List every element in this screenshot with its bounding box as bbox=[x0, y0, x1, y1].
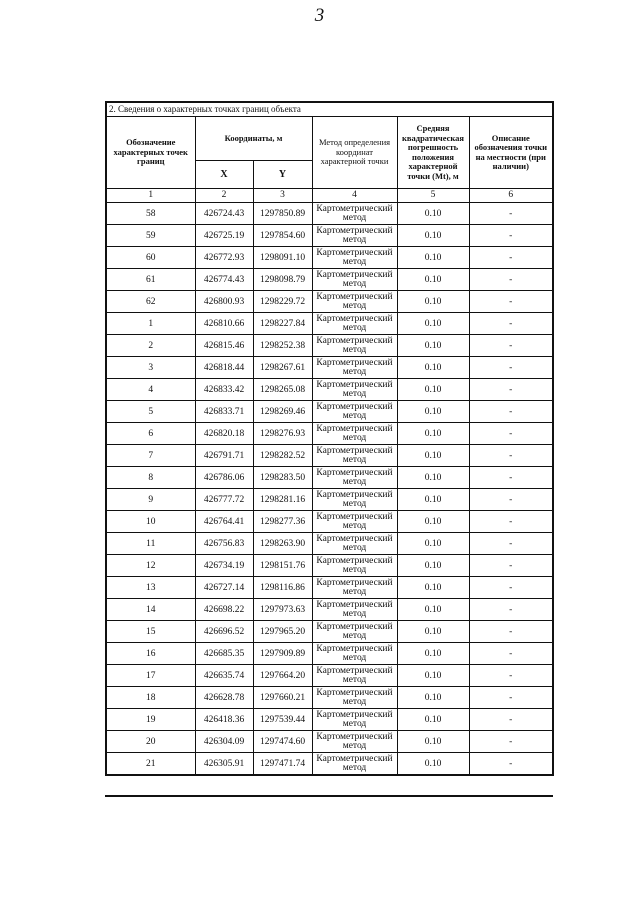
points-table bbox=[105, 101, 554, 776]
header-designation: Обозначение характерных точек границ bbox=[106, 117, 195, 189]
cell-error: 0.10 bbox=[397, 533, 469, 555]
cell-y: 1297471.74 bbox=[253, 753, 312, 776]
cell-x: 426786.06 bbox=[195, 467, 253, 489]
cell-x: 426628.78 bbox=[195, 687, 253, 709]
cell-point: 18 bbox=[106, 687, 195, 709]
cell-description: - bbox=[469, 577, 553, 599]
table-row bbox=[106, 445, 553, 467]
cell-method: Картометрический метод bbox=[312, 709, 397, 731]
cell-x: 426418.36 bbox=[195, 709, 253, 731]
cell-error: 0.10 bbox=[397, 555, 469, 577]
cell-method: Картометрический метод bbox=[312, 313, 397, 335]
cell-description: - bbox=[469, 401, 553, 423]
cell-y: 1297474.60 bbox=[253, 731, 312, 753]
cell-point: 6 bbox=[106, 423, 195, 445]
cell-y: 1297965.20 bbox=[253, 621, 312, 643]
cell-description: - bbox=[469, 291, 553, 313]
page-number: 3 bbox=[314, 5, 325, 26]
cell-y: 1298252.38 bbox=[253, 335, 312, 357]
cell-x: 426764.41 bbox=[195, 511, 253, 533]
cell-error: 0.10 bbox=[397, 709, 469, 731]
cell-method: Картометрический метод bbox=[312, 621, 397, 643]
cell-method: Картометрический метод bbox=[312, 665, 397, 687]
table-row bbox=[106, 313, 553, 335]
table-row bbox=[106, 621, 553, 643]
cell-error: 0.10 bbox=[397, 423, 469, 445]
cell-y: 1297973.63 bbox=[253, 599, 312, 621]
cell-method: Картометрический метод bbox=[312, 225, 397, 247]
section-title: 2. Сведения о характерных точках границ объекта bbox=[106, 102, 553, 117]
cell-error: 0.10 bbox=[397, 687, 469, 709]
table-row bbox=[106, 269, 553, 291]
cell-error: 0.10 bbox=[397, 467, 469, 489]
cell-error: 0.10 bbox=[397, 489, 469, 511]
header-coordinates: Координаты, м bbox=[195, 117, 312, 161]
cell-point: 19 bbox=[106, 709, 195, 731]
cell-point: 8 bbox=[106, 467, 195, 489]
cell-x: 426810.66 bbox=[195, 313, 253, 335]
cell-point: 62 bbox=[106, 291, 195, 313]
column-number: 5 bbox=[397, 189, 469, 203]
table-row bbox=[106, 357, 553, 379]
cell-description: - bbox=[469, 247, 553, 269]
cell-point: 4 bbox=[106, 379, 195, 401]
cell-y: 1297854.60 bbox=[253, 225, 312, 247]
cell-description: - bbox=[469, 643, 553, 665]
column-numbers-row bbox=[106, 189, 553, 203]
cell-error: 0.10 bbox=[397, 643, 469, 665]
cell-description: - bbox=[469, 665, 553, 687]
cell-method: Картометрический метод bbox=[312, 423, 397, 445]
bottom-rule bbox=[105, 795, 553, 797]
cell-error: 0.10 bbox=[397, 247, 469, 269]
cell-description: - bbox=[469, 753, 553, 776]
header-description: Описание обозначения точки на местности (при наличии) bbox=[469, 117, 553, 189]
cell-x: 426304.09 bbox=[195, 731, 253, 753]
cell-y: 1297664.20 bbox=[253, 665, 312, 687]
cell-description: - bbox=[469, 379, 553, 401]
cell-error: 0.10 bbox=[397, 753, 469, 776]
cell-y: 1298265.08 bbox=[253, 379, 312, 401]
cell-method: Картометрический метод bbox=[312, 577, 397, 599]
cell-x: 426777.72 bbox=[195, 489, 253, 511]
cell-point: 60 bbox=[106, 247, 195, 269]
cell-method: Картометрический метод bbox=[312, 489, 397, 511]
cell-point: 61 bbox=[106, 269, 195, 291]
cell-x: 426756.83 bbox=[195, 533, 253, 555]
cell-method: Картометрический метод bbox=[312, 555, 397, 577]
table-row bbox=[106, 577, 553, 599]
table-row bbox=[106, 687, 553, 709]
cell-description: - bbox=[469, 203, 553, 225]
cell-point: 58 bbox=[106, 203, 195, 225]
cell-error: 0.10 bbox=[397, 203, 469, 225]
cell-description: - bbox=[469, 731, 553, 753]
cell-y: 1298227.84 bbox=[253, 313, 312, 335]
cell-x: 426791.71 bbox=[195, 445, 253, 467]
table-row bbox=[106, 643, 553, 665]
cell-description: - bbox=[469, 555, 553, 577]
cell-x: 426724.43 bbox=[195, 203, 253, 225]
table-row bbox=[106, 709, 553, 731]
cell-x: 426727.14 bbox=[195, 577, 253, 599]
cell-method: Картометрический метод bbox=[312, 379, 397, 401]
cell-description: - bbox=[469, 357, 553, 379]
cell-point: 10 bbox=[106, 511, 195, 533]
cell-x: 426698.22 bbox=[195, 599, 253, 621]
cell-description: - bbox=[469, 313, 553, 335]
cell-error: 0.10 bbox=[397, 357, 469, 379]
column-number: 6 bbox=[469, 189, 553, 203]
cell-point: 12 bbox=[106, 555, 195, 577]
cell-x: 426635.74 bbox=[195, 665, 253, 687]
table-row bbox=[106, 753, 553, 776]
table-row bbox=[106, 555, 553, 577]
cell-y: 1298116.86 bbox=[253, 577, 312, 599]
cell-description: - bbox=[469, 533, 553, 555]
cell-description: - bbox=[469, 467, 553, 489]
table-row bbox=[106, 665, 553, 687]
table-row bbox=[106, 599, 553, 621]
table-row bbox=[106, 291, 553, 313]
table-row bbox=[106, 489, 553, 511]
cell-method: Картометрический метод bbox=[312, 445, 397, 467]
column-number: 1 bbox=[106, 189, 195, 203]
cell-method: Картометрический метод bbox=[312, 291, 397, 313]
cell-error: 0.10 bbox=[397, 599, 469, 621]
cell-error: 0.10 bbox=[397, 731, 469, 753]
cell-method: Картометрический метод bbox=[312, 269, 397, 291]
cell-point: 11 bbox=[106, 533, 195, 555]
table-row bbox=[106, 511, 553, 533]
cell-error: 0.10 bbox=[397, 291, 469, 313]
cell-method: Картометрический метод bbox=[312, 357, 397, 379]
cell-point: 2 bbox=[106, 335, 195, 357]
cell-description: - bbox=[469, 269, 553, 291]
cell-x: 426800.93 bbox=[195, 291, 253, 313]
cell-y: 1298269.46 bbox=[253, 401, 312, 423]
cell-description: - bbox=[469, 511, 553, 533]
header-x: X bbox=[195, 161, 253, 189]
cell-description: - bbox=[469, 709, 553, 731]
cell-point: 7 bbox=[106, 445, 195, 467]
cell-error: 0.10 bbox=[397, 621, 469, 643]
cell-y: 1298151.76 bbox=[253, 555, 312, 577]
cell-method: Картометрический метод bbox=[312, 203, 397, 225]
cell-x: 426820.18 bbox=[195, 423, 253, 445]
cell-x: 426305.91 bbox=[195, 753, 253, 776]
cell-x: 426833.71 bbox=[195, 401, 253, 423]
cell-description: - bbox=[469, 423, 553, 445]
cell-y: 1298229.72 bbox=[253, 291, 312, 313]
cell-y: 1298281.16 bbox=[253, 489, 312, 511]
cell-description: - bbox=[469, 599, 553, 621]
cell-error: 0.10 bbox=[397, 313, 469, 335]
table-row bbox=[106, 423, 553, 445]
cell-y: 1297909.89 bbox=[253, 643, 312, 665]
cell-y: 1298277.36 bbox=[253, 511, 312, 533]
cell-point: 59 bbox=[106, 225, 195, 247]
cell-description: - bbox=[469, 225, 553, 247]
cell-error: 0.10 bbox=[397, 401, 469, 423]
cell-point: 20 bbox=[106, 731, 195, 753]
cell-x: 426725.19 bbox=[195, 225, 253, 247]
cell-method: Картометрический метод bbox=[312, 643, 397, 665]
cell-y: 1298091.10 bbox=[253, 247, 312, 269]
cell-y: 1297660.21 bbox=[253, 687, 312, 709]
table-row bbox=[106, 247, 553, 269]
cell-y: 1297539.44 bbox=[253, 709, 312, 731]
cell-y: 1298267.61 bbox=[253, 357, 312, 379]
cell-method: Картометрический метод bbox=[312, 247, 397, 269]
header-method: Метод определения координат характерной точки bbox=[312, 117, 397, 189]
column-number: 3 bbox=[253, 189, 312, 203]
cell-x: 426685.35 bbox=[195, 643, 253, 665]
header-error: Средняя квадратическая погрешность положения характерной точки (Mt), м bbox=[397, 117, 469, 189]
cell-point: 14 bbox=[106, 599, 195, 621]
cell-error: 0.10 bbox=[397, 269, 469, 291]
cell-description: - bbox=[469, 687, 553, 709]
header-y: Y bbox=[253, 161, 312, 189]
cell-point: 3 bbox=[106, 357, 195, 379]
cell-error: 0.10 bbox=[397, 577, 469, 599]
table-row bbox=[106, 225, 553, 247]
cell-description: - bbox=[469, 445, 553, 467]
cell-error: 0.10 bbox=[397, 511, 469, 533]
table-row bbox=[106, 731, 553, 753]
cell-error: 0.10 bbox=[397, 445, 469, 467]
cell-x: 426774.43 bbox=[195, 269, 253, 291]
cell-point: 21 bbox=[106, 753, 195, 776]
cell-point: 17 bbox=[106, 665, 195, 687]
cell-x: 426696.52 bbox=[195, 621, 253, 643]
cell-point: 16 bbox=[106, 643, 195, 665]
cell-y: 1298283.50 bbox=[253, 467, 312, 489]
cell-description: - bbox=[469, 335, 553, 357]
cell-method: Картометрический метод bbox=[312, 511, 397, 533]
column-number: 4 bbox=[312, 189, 397, 203]
cell-description: - bbox=[469, 489, 553, 511]
cell-point: 1 bbox=[106, 313, 195, 335]
cell-point: 5 bbox=[106, 401, 195, 423]
cell-method: Картометрический метод bbox=[312, 599, 397, 621]
cell-y: 1297850.89 bbox=[253, 203, 312, 225]
table-row bbox=[106, 467, 553, 489]
cell-method: Картометрический метод bbox=[312, 753, 397, 776]
cell-method: Картометрический метод bbox=[312, 731, 397, 753]
points-table-body bbox=[106, 203, 553, 776]
table-row bbox=[106, 335, 553, 357]
table-row bbox=[106, 379, 553, 401]
column-number: 2 bbox=[195, 189, 253, 203]
cell-point: 13 bbox=[106, 577, 195, 599]
cell-method: Картометрический метод bbox=[312, 335, 397, 357]
table-row bbox=[106, 401, 553, 423]
cell-error: 0.10 bbox=[397, 335, 469, 357]
cell-error: 0.10 bbox=[397, 379, 469, 401]
cell-method: Картометрический метод bbox=[312, 533, 397, 555]
cell-x: 426734.19 bbox=[195, 555, 253, 577]
cell-y: 1298098.79 bbox=[253, 269, 312, 291]
cell-method: Картометрический метод bbox=[312, 467, 397, 489]
cell-method: Картометрический метод bbox=[312, 687, 397, 709]
cell-x: 426833.42 bbox=[195, 379, 253, 401]
cell-y: 1298282.52 bbox=[253, 445, 312, 467]
cell-x: 426772.93 bbox=[195, 247, 253, 269]
cell-y: 1298276.93 bbox=[253, 423, 312, 445]
cell-method: Картометрический метод bbox=[312, 401, 397, 423]
cell-error: 0.10 bbox=[397, 225, 469, 247]
cell-y: 1298263.90 bbox=[253, 533, 312, 555]
cell-x: 426815.46 bbox=[195, 335, 253, 357]
cell-point: 9 bbox=[106, 489, 195, 511]
cell-x: 426818.44 bbox=[195, 357, 253, 379]
cell-error: 0.10 bbox=[397, 665, 469, 687]
table-row bbox=[106, 533, 553, 555]
table-row bbox=[106, 203, 553, 225]
cell-point: 15 bbox=[106, 621, 195, 643]
cell-description: - bbox=[469, 621, 553, 643]
